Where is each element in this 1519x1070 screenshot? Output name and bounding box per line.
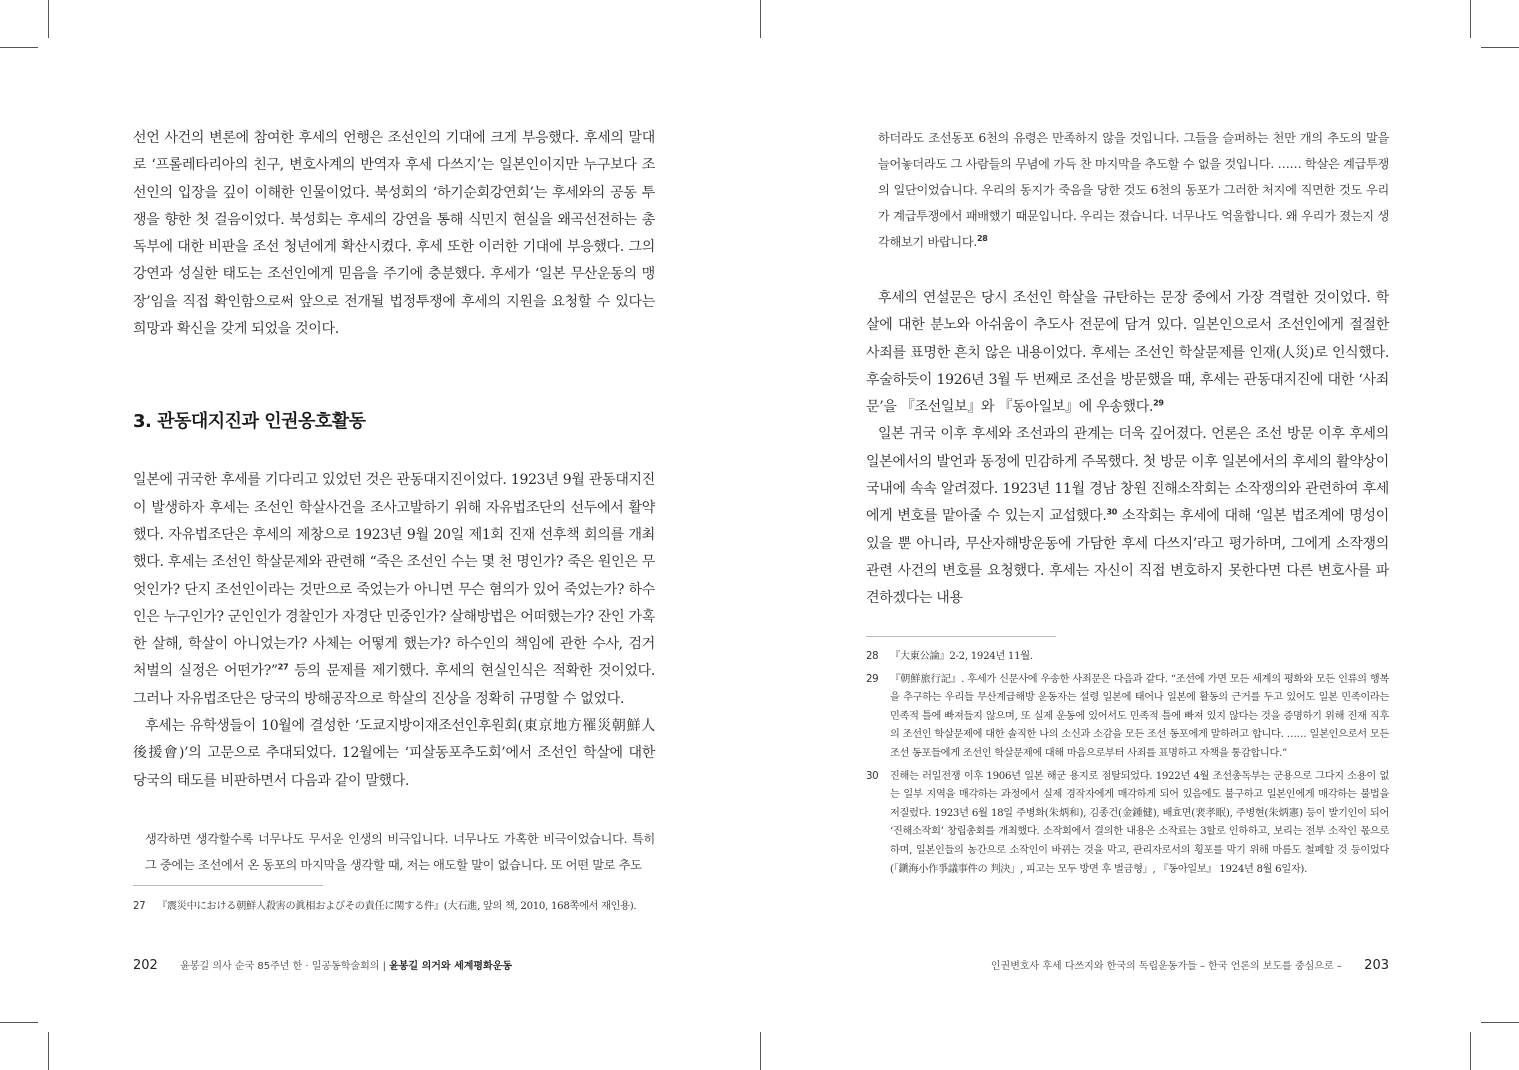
section-heading: 3. 관동대지진과 인권옹호활동 bbox=[133, 411, 366, 433]
volume-title: 윤봉길 의거와 세계평화운동 bbox=[389, 961, 513, 972]
body-paragraph bbox=[133, 467, 655, 713]
paragraph-text: 등의 문제를 제기했다. 후세의 현실인식은 적확한 것이었다. 그러나 자유법조단은 당국의 방해공작으로 학살의 진상을 정확히 규명할 수 없었다. bbox=[133, 663, 655, 707]
block-quote-continued bbox=[866, 125, 1389, 255]
paragraph-text: 일본 귀국 이후 후세와 조선과의 관계는 더욱 깊어졌다. 언론은 조선 방문 이후 후세의 일본에서의 발언과 동정에 민감하게 주목했다. 첫 방문 이후 일본에서의 후세의 활약상이 국내에 속속 알려졌다. 1923년 11월 경남 창원 진해소작회는 소작쟁의와 관련하여 후세에게 변호를 맡아줄 수 있는지 교섭했다. bbox=[866, 426, 1389, 525]
footnote-ref[interactable]: 30 bbox=[1106, 507, 1118, 517]
footnote-text: 진해는 러일전쟁 이후 1906년 일본 해군 용지로 점탈되었다. 1922년 4월 조선총독부는 군용으로 그다지 소용이 없는 일부 지역을 매각하는 과정에서 실제 경작자에게 매각하게 되어 있음에도 불구하고 일본인에게 매각하는 불법을 저질렀다. 1923년 6월 18일 주병화(朱炳和), 김종건(金鍾健), 배효면(裵孝眠), 주병현(朱炳憲) 등이 발기인이 되어 ‘진해소작회’ 창립총회를 개최했다. 소작회에서 결의한 내용은 소작료는 3할로 인하하고, 보리는 전부 소작인 몫으로 하며, 일본인들의 농간으로 소작인이 바뀌는 것을 막고, 관리자로서의 횡포를 막기 위해 마름도 철폐할 것 등이었다(「鎭海小作爭議事件の 判決」, 피고는 모두 방면 후 벌금형」, 『동아일보』 1924년 8월 6일자). bbox=[890, 770, 1389, 875]
running-title: 인권변호사 후세 다쓰지와 한국의 독립운동가들 – 한국 언론의 보도를 중심으로 – bbox=[990, 961, 1342, 972]
page-footer bbox=[133, 957, 512, 973]
footnote bbox=[133, 898, 655, 917]
footnotes bbox=[133, 898, 655, 921]
right-body bbox=[866, 285, 1389, 613]
right-body-column bbox=[866, 125, 1389, 613]
page-footer bbox=[991, 957, 1389, 973]
footnote-text: 『大東公論』2-2, 1924년 11월. bbox=[890, 651, 1033, 662]
block-quote: 생각하면 생각할수록 너무나도 무서운 인생의 비극입니다. 너무나도 가혹한 비극이었습니다. 특히 그 중에는 조선에서 온 동포의 마지막을 생각할 때, 저는 애도할 말이 없습니다. 또 어떤 말로 추도 bbox=[145, 831, 655, 872]
left-body-column bbox=[133, 125, 655, 878]
footnote-ref[interactable]: 27 bbox=[277, 662, 289, 672]
quote-text: 하더라도 조선동포 6천의 유령은 만족하지 않을 것입니다. 그들을 슬퍼하는 천만 개의 추도의 말을 늘어놓더라도 그 사람들의 무념에 가득 찬 마지막을 추도할 수 없을 것입니다. …… 학살은 계급투쟁의 일단이었습니다. 우리의 동지가 죽음을 당한 것도 6천의 동포가 그러한 처지에 직면한 것도 우리가 계급투쟁에서 패배했기 때문입니다. 우리는 졌습니다. 너무나도 억울합니다. 왜 우리가 졌는지 생각해보기 바랍니다. bbox=[878, 131, 1389, 249]
footnote bbox=[866, 648, 1389, 667]
paragraph-text: 일본에 귀국한 후세를 기다리고 있었던 것은 관동대지진이었다. 1923년 9월 관동대지진이 발생하자 후세는 조선인 학살사건을 조사고발하기 위해 자유법조단의 선두에서 활약했다. 자유법조단은 후세의 제창으로 1923년 9월 20일 제1회 진재 선후책 회의를 개최했다. 후세는 조선인 학살문제와 관련해 “죽은 조선인 수는 몇 천 명인가? 죽은 원인은 무엇인가? 단지 조선인이라는 것만으로 죽었는가 아니면 무슨 혐의가 있어 죽었는가? 하수인은 누구인가? 군인인가 경찰인가 자경단 민중인가? 살해방법은 어떠했는가? 잔인 가혹한 살해, 학살이 아니었는가? 사체는 어떻게 했는가? 하수인의 책임에 관한 수사, 검거 처벌의 실정은 어떤가?” bbox=[133, 472, 655, 680]
body-paragraph bbox=[866, 421, 1389, 612]
footnote-text: 『朝鮮旅行記』. 후세가 신문사에 우송한 사죄문은 다음과 같다. “조선에 가면 모든 세계의 평화와 모든 인류의 행복을 추구하는 우리들 무산계급해방 운동자는 설령 일본에 태어나 일본에 활동의 근거를 두고 있어도 일본 민족이라는 민족적 틀에 빠져들지 않으며, 또 실제 운동에 있어서도 민족적 틀에 빠져 있지 않다는 것을 증명하기 위해 진재 직후의 조선인 학살문제에 대한 솔직한 나의 소신과 소감을 모든 조선 동포에게 말하려고 합니다. …… 일본인으로서 모든 조선 동포들에게 조선인 학살문제에 대해 마음으로부터 사죄를 표명하고 자책을 통감합니다.” bbox=[890, 673, 1389, 759]
footnote-number: 28 bbox=[866, 651, 879, 662]
page-number: 202 bbox=[133, 958, 158, 973]
body-paragraph: 후세는 유학생들이 10월에 결성한 ‘도쿄지방이재조선인후원회(東京地方罹災朝鮮人後援會)’의 고문으로 추대되었다. 12월에는 ‘피살동포추도회’에서 조선인 학살에 대한 당국의 태도를 비판하면서 다음과 같이 말했다. bbox=[133, 718, 655, 789]
footnote-divider bbox=[133, 885, 323, 886]
footnote-number: 30 bbox=[866, 770, 879, 782]
footnote-ref[interactable]: 28 bbox=[976, 233, 988, 243]
footnote-ref[interactable]: 29 bbox=[1153, 398, 1164, 408]
footnote-number: 29 bbox=[866, 673, 879, 685]
right-page bbox=[760, 0, 1519, 1070]
footnote-text: 『震災中における朝鮮人殺害の眞相およびその責任に関する件』(大石進, 앞의 책, 2010, 168쪽에서 재인용). bbox=[157, 901, 637, 912]
paragraph-text: 후세의 연설문은 당시 조선인 학살을 규탄하는 문장 중에서 가장 격렬한 것이었다. 학살에 대한 분노와 아쉬움이 추도사 전문에 담겨 있다. 일본인으로서 조선인에게 절절한 사죄를 표명한 흔치 않은 내용이었다. 후세는 조선인 학살문제를 인재(人災)로 인식했다. 후술하듯이 1926년 3월 두 번째로 조선을 방문했을 때, 후세는 관동대지진에 대한 ‘사죄문’을 『조선일보』와 『동아일보』에 우송했다. bbox=[866, 290, 1389, 416]
footnote bbox=[866, 671, 1389, 764]
footnote-divider bbox=[866, 636, 1056, 637]
footnote-number: 27 bbox=[133, 901, 146, 912]
footnote bbox=[866, 768, 1389, 880]
paragraph-text: 소작회는 후세에 대해 ‘일본 법조계에 명성이 있을 뿐 아니라, 무산자해방운동에 가담한 후세 다쓰지’라고 평가하며, 그에게 소작쟁의 관련 사건의 변호를 요청했다. 후세는 자신이 직접 변호하지 못한다면 다른 변호사를 파견하겠다는 내용 bbox=[866, 508, 1389, 607]
body-paragraph bbox=[866, 285, 1389, 421]
series-title: 윤봉길 의사 순국 85주년 한 · 일공동학술회의 | bbox=[180, 961, 386, 972]
intro-paragraph: 선언 사건의 변론에 참여한 후세의 언행은 조선인의 기대에 크게 부응했다. 후세의 말대로 ‘프롤레타리아의 친구, 변호사계의 반역자 후세 다쓰지’는 일본인이지만 누구보다 조선인의 입장을 깊이 이해한 인물이었다. 북성회의 ‘하기순회강연회’는 후세와의 공동 투쟁을 향한 첫 걸음이었다. 북성회는 후세의 강연을 통해 식민지 현실을 왜곡선전하는 총독부에 대한 비판을 조선 청년에게 확산시켰다. 후세 또한 이러한 기대에 부응했다. 그의 강연과 성실한 태도는 조선인에게 믿음을 주기에 충분했다. 후세가 ‘일본 무산운동의 맹장’임을 직접 확인함으로써 앞으로 전개될 법정투쟁에 후세의 지원을 요청할 수 있다는 희망과 확신을 갖게 되었을 것이다. bbox=[133, 130, 655, 338]
footnotes bbox=[866, 648, 1389, 883]
page-number: 203 bbox=[1364, 958, 1389, 973]
